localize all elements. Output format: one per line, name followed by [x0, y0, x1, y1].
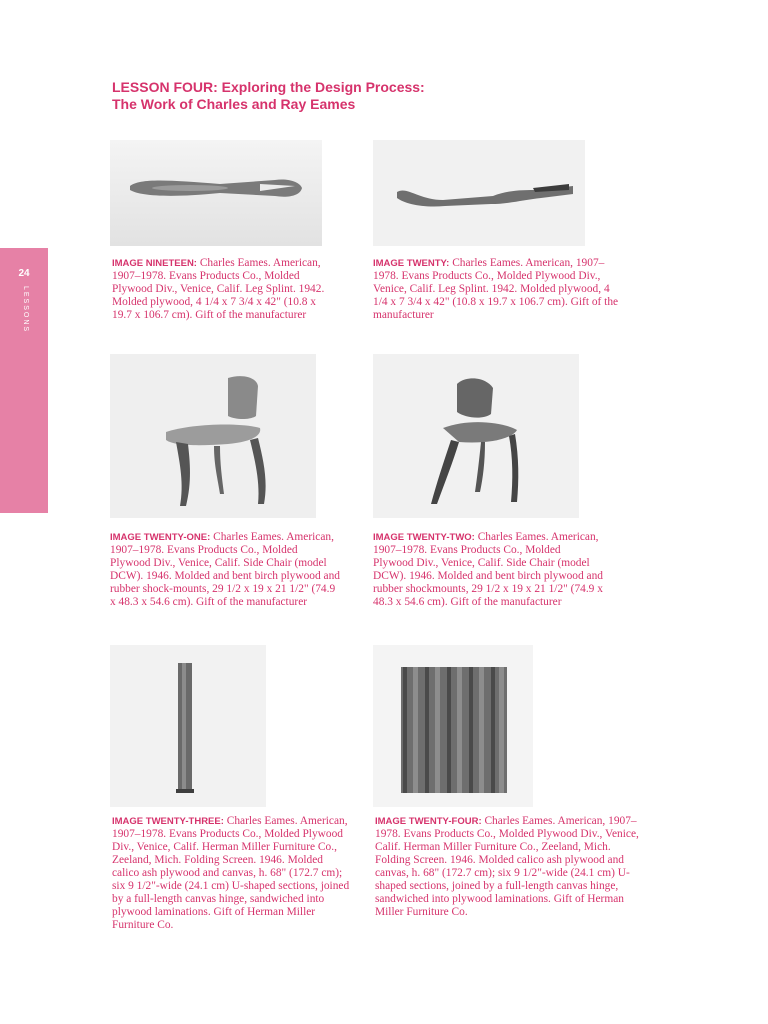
caption-label: IMAGE TWENTY-TWO: — [373, 532, 475, 543]
photo-side-chair-side — [373, 354, 579, 518]
caption-text: Charles Eames. American, 1907–1978. Evans Products Co., Molded Plywood Div., Venice, Calif. Herman Miller Furniture Co., Zeeland, Mich. Folding Screen. 1946. Molded calico ash plywood and canvas, h. 68" (172.7 cm); six 9 1/2"-wide (24.1 cm) U-shaped sections, joined by a full-length canvas hinge, sandwiched into plywood laminations. Gift of Herman Miller Furniture Co. — [112, 815, 350, 931]
caption-image-nineteen — [112, 257, 332, 322]
caption-image-twenty-three — [112, 815, 352, 932]
photo-leg-splint-top — [110, 140, 322, 246]
photo-side-chair-front — [110, 354, 316, 518]
section-tab — [0, 248, 48, 513]
title-line-1: LESSON FOUR: Exploring the Design Process: — [112, 79, 425, 95]
photo-folding-screen-open — [373, 645, 533, 807]
caption-text: Charles Eames. American, 1907–1978. Evans Products Co., Molded Plywood Div., Venice, Calif. Leg Splint. 1942. Molded plywood, 4 1/4 x 7 3/4 x 42" (10.8 x 19.7 x 106.7 cm). Gift of the manufacturer — [373, 257, 619, 321]
caption-image-twenty-one — [110, 531, 340, 609]
page-title — [112, 79, 712, 113]
title-line-2: The Work of Charles and Ray Eames — [112, 96, 356, 112]
photo-folding-screen-closed — [110, 645, 266, 807]
caption-text: Charles Eames. American, 1907–1978. Evans Products Co., Molded Plywood Div., Venice, Calif. Herman Miller Furniture Co., Zeeland, Mich. Folding Screen. 1946. Molded calico ash plywood and canvas, h. 68" (172.7 cm); six 9 1/2"-wide (24.1 cm) U-shaped sections, joined by a full-length canvas hinge, sandwiched into plywood laminations. Gift of Herman Miller Furniture Co. — [375, 815, 639, 918]
page-number: 24 — [18, 268, 30, 279]
caption-text: Charles Eames. American, 1907–1978. Evans Products Co., Molded Plywood Div., Venice, Calif. Side Chair (model DCW). 1946. Molded and bent birch plywood and rubber shockmounts, 29 1/2 x 19 x 21 1/2" (74.9 x 48.3 x 54.6 cm). Gift of the manufacturer — [373, 531, 603, 608]
caption-label: IMAGE TWENTY-FOUR: — [375, 816, 482, 827]
caption-label: IMAGE TWENTY-THREE: — [112, 816, 224, 827]
photo-leg-splint-side — [373, 140, 585, 246]
caption-text: Charles Eames. American, 1907–1978. Evans Products Co., Molded Plywood Div., Venice, Calif. Side Chair (model DCW). 1946. Molded and bent birch plywood and rubber shock-mounts, 29 1/2 x 19 x 21 1/2" (74.9 x 48.3 x 54.6 cm). Gift of the manufacturer — [110, 531, 340, 608]
section-label: LESSONS — [22, 286, 29, 334]
caption-label: IMAGE TWENTY-ONE: — [110, 532, 211, 543]
caption-text: Charles Eames. American, 1907–1978. Evans Products Co., Molded Plywood Div., Venice, Calif. Leg Splint. 1942. Molded plywood, 4 1/4 x 7 3/4 x 42" (10.8 x 19.7 x 106.7 cm). Gift of the manufacturer — [112, 257, 325, 321]
caption-image-twenty-two — [373, 531, 603, 609]
caption-image-twenty — [373, 257, 623, 322]
caption-image-twenty-four — [375, 815, 643, 919]
caption-label: IMAGE NINETEEN: — [112, 258, 197, 269]
caption-label: IMAGE TWENTY: — [373, 258, 450, 269]
